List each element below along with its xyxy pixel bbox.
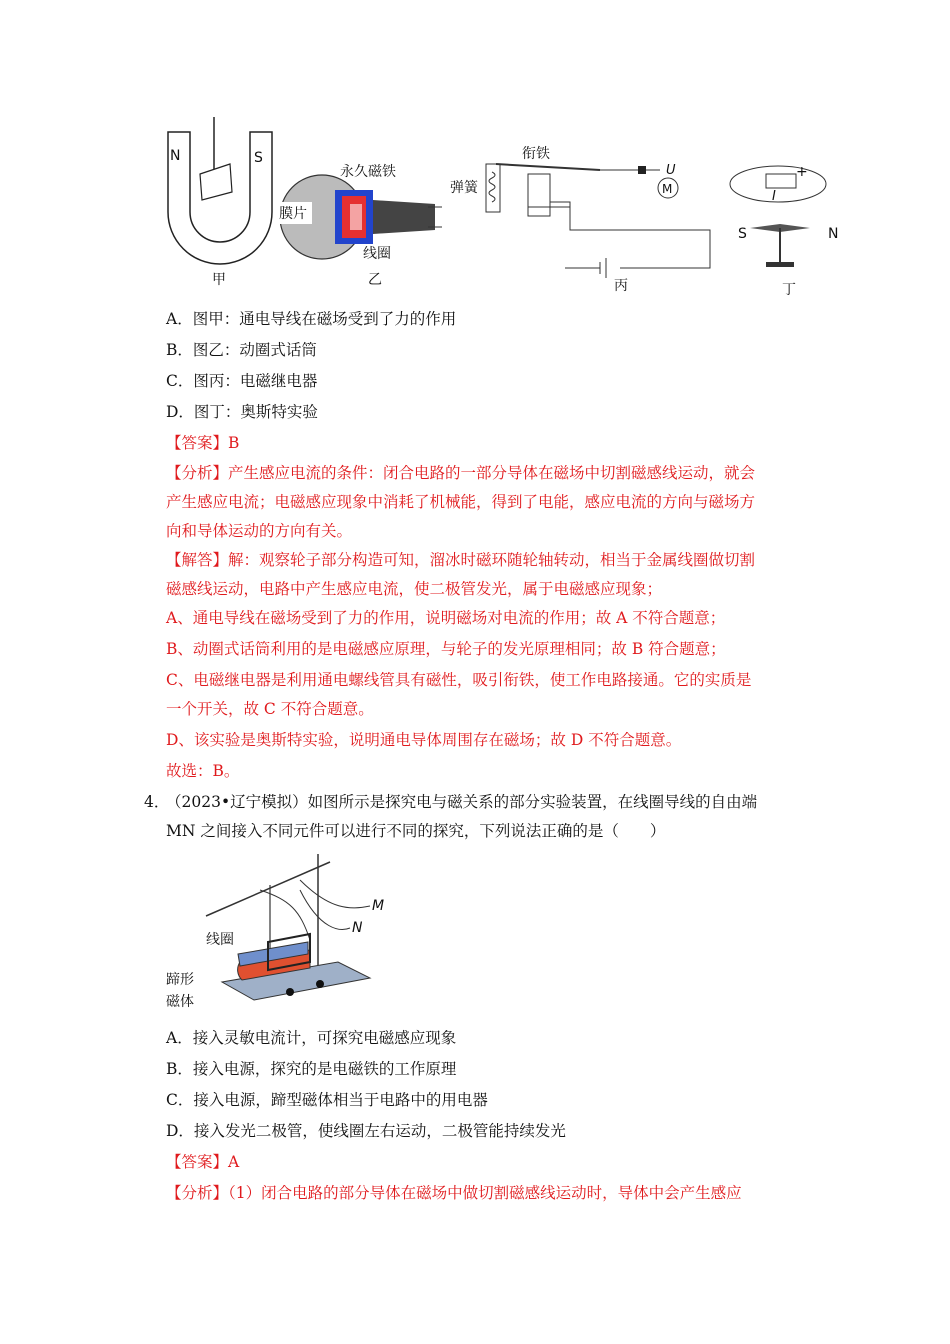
q3-analysis-line: 向和导体运动的方向有关。: [166, 522, 353, 540]
label-n-ding: N: [828, 226, 839, 242]
label-magnet: 磁体: [166, 994, 194, 1010]
figure-bing: [450, 145, 710, 294]
figure-four-devices: [160, 112, 860, 302]
caption-yi: 乙: [368, 272, 382, 288]
label-coil: 线圈: [206, 932, 234, 948]
label-armature: 衔铁: [522, 146, 550, 162]
q3-solution-line: D、该实验是奥斯特实验，说明通电导体周围存在磁场；故 D 不符合题意。: [166, 731, 682, 749]
q3-option-c: C．图丙：电磁继电器: [166, 372, 318, 390]
label-plus: +: [796, 164, 808, 180]
q4-stem: MN 之间接入不同元件可以进行不同的探究，下列说法正确的是（ ）: [166, 822, 666, 840]
q3-analysis-line: 【分析】产生感应电流的条件：闭合电路的一部分导体在磁场中切割磁感线运动，就会: [166, 464, 756, 482]
label-m: M: [372, 898, 385, 914]
q3-solution-line: B、动圈式话筒利用的是电磁感应原理，与轮子的发光原理相同；故 B 符合题意；: [166, 640, 726, 658]
q3-analysis-line: 产生感应电流；电磁感应现象中消耗了机械能，得到了电能，感应电流的方向与磁场方: [166, 493, 756, 511]
q4-answer: 【答案】A: [166, 1153, 240, 1171]
caption-jia: 甲: [212, 272, 226, 288]
q4-number: 4．: [144, 793, 170, 811]
caption-bing: 丙: [614, 278, 628, 294]
q3-option-b: B．图乙：动圈式话筒: [166, 341, 317, 359]
q3-solution-line: 磁感线运动，电路中产生感应电流，使二极管发光，属于电磁感应现象；: [166, 580, 663, 598]
label-permanent-magnet: 永久磁铁: [340, 164, 396, 180]
label-current-i: I: [772, 189, 776, 204]
q3-option-a: A．图甲：通电导线在磁场受到了力的作用: [166, 310, 457, 328]
label-diaphragm: 膜片: [279, 206, 307, 222]
figure-jia: [168, 117, 272, 288]
q3-solution-line: C、电磁继电器是利用通电螺线管具有磁性，吸引衔铁，使工作电路接通。它的实质是: [166, 671, 752, 689]
label-s-ding: S: [738, 226, 747, 242]
label-horseshoe: 蹄形: [166, 972, 194, 988]
q3-solution-line: A、通电导线在磁场受到了力的作用，说明磁场对电流的作用；故 A 不符合题意；: [166, 609, 726, 627]
figure-yi: [278, 163, 442, 288]
q3-solution-line: 一个开关，故 C 不符合题意。: [166, 700, 374, 718]
q3-solution-line: 故选：B。: [166, 762, 240, 780]
label-s-jia: S: [254, 150, 263, 166]
label-u: U: [666, 163, 676, 178]
label-coil: 线圈: [363, 246, 391, 262]
q3-option-d: D．图丁：奥斯特实验: [166, 403, 318, 421]
q4-stem: （2023•辽宁模拟）如图所示是探究电与磁关系的部分实验装置，在线圈导线的自由端: [166, 793, 758, 811]
caption-ding: 丁: [782, 282, 796, 298]
label-n-jia: N: [170, 148, 181, 164]
figure-ding: [730, 164, 838, 298]
q4-analysis-line: 【分析】（1）闭合电路的部分导体在磁场中做切割磁感线运动时，导体中会产生感应: [166, 1184, 742, 1202]
q3-answer: 【答案】B: [166, 434, 240, 452]
label-n: N: [352, 920, 363, 936]
label-motor: M: [662, 182, 673, 196]
q4-option-c: C．接入电源，蹄型磁体相当于电路中的用电器: [166, 1091, 488, 1109]
label-spring: 弹簧: [450, 180, 478, 196]
figure-coil-apparatus: [160, 850, 400, 1020]
q4-option-b: B．接入电源，探究的是电磁铁的工作原理: [166, 1060, 457, 1078]
q4-option-d: D．接入发光二极管，使线圈左右运动，二极管能持续发光: [166, 1122, 566, 1140]
q3-solution-line: 【解答】解：观察轮子部分构造可知，溜冰时磁环随轮轴转动，相当于金属线圈做切割: [166, 551, 756, 569]
q4-option-a: A．接入灵敏电流计，可探究电磁感应现象: [166, 1029, 457, 1047]
